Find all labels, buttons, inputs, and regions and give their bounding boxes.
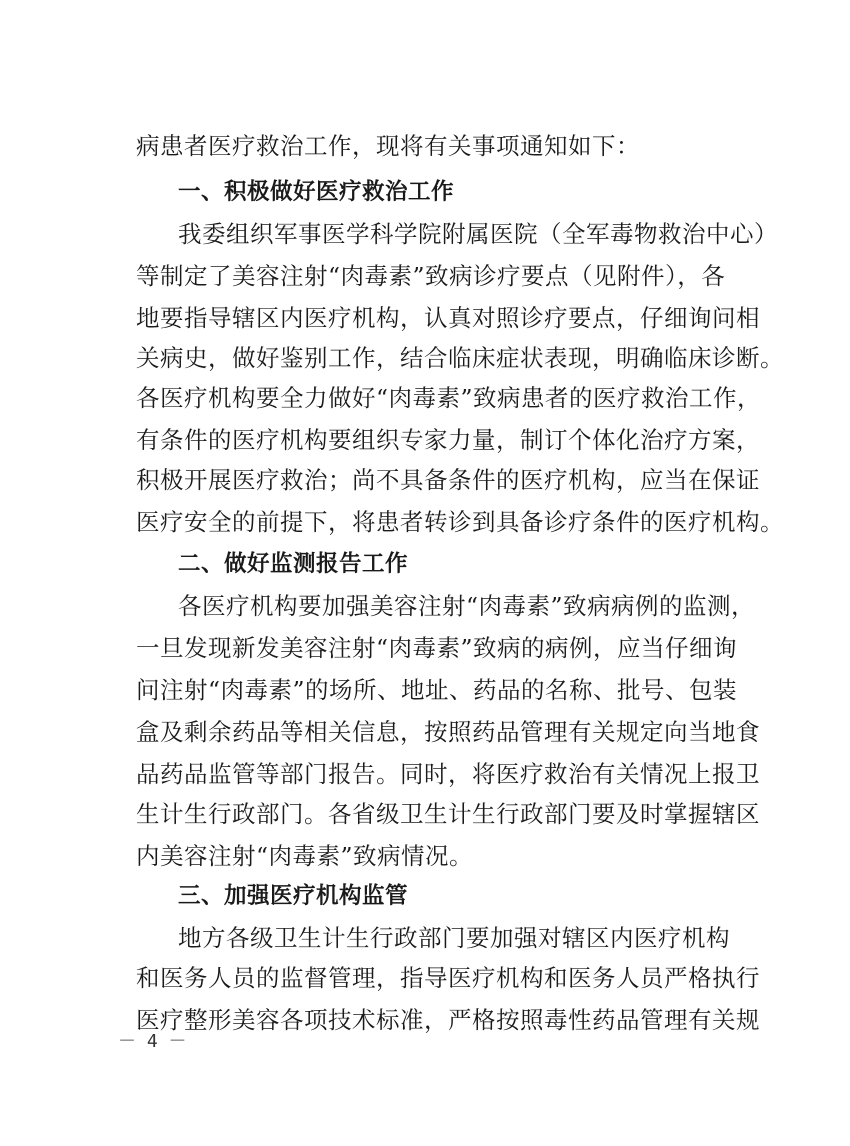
section-heading-2: 二、做好监测报告工作 bbox=[178, 551, 409, 577]
body-text-line: 地方各级卫生计生行政部门要加强对辖区内医疗机构 bbox=[178, 924, 730, 952]
body-text-line: 品药品监管等部门报告。同时，将医疗救治有关情况上报卫 bbox=[136, 760, 760, 788]
body-text-line: 医疗整形美容各项技术标准，严格按照毒性药品管理有关规 bbox=[136, 1006, 760, 1034]
body-text-line: 病患者医疗救治工作，现将有关事项通知如下： bbox=[136, 132, 640, 160]
body-text-line: 问注射“肉毒素”的场所、地址、药品的名称、批号、包装 bbox=[136, 676, 738, 704]
body-text-line: 盒及剩余药品等相关信息，按照药品管理有关规定向当地食 bbox=[136, 718, 760, 746]
body-text-line: 我委组织军事医学科学院附属医院（全军毒物救治中心） bbox=[178, 220, 778, 248]
body-text-line: 有条件的医疗机构要组织专家力量，制订个体化治疗方案， bbox=[136, 426, 760, 454]
body-text-line: 等制定了美容注射“肉毒素”致病诊疗要点（见附件），各 bbox=[136, 262, 726, 290]
body-text-line: 各医疗机构要加强美容注射“肉毒素”致病病例的监测， bbox=[178, 592, 756, 620]
body-text-line: 积极开展医疗救治；尚不具备条件的医疗机构，应当在保证 bbox=[136, 466, 760, 494]
section-heading-1: 一、积极做好医疗救治工作 bbox=[178, 179, 455, 205]
body-text-line: 一旦发现新发美容注射“肉毒素”致病的病例，应当仔细询 bbox=[136, 634, 738, 662]
body-text-line: 医疗安全的前提下，将患者转诊到具备诊疗条件的医疗机构。 bbox=[136, 508, 784, 536]
body-text-line: 关病史，做好鉴别工作，结合临床症状表现，明确临床诊断。 bbox=[136, 344, 784, 372]
section-heading-3: 三、加强医疗机构监管 bbox=[178, 883, 409, 909]
page-number: － 4 － bbox=[118, 1031, 187, 1052]
body-text-line: 地要指导辖区内医疗机构，认真对照诊疗要点，仔细询问相 bbox=[136, 304, 760, 332]
body-text-line: 内美容注射“肉毒素”致病情况。 bbox=[136, 842, 474, 870]
body-text-line: 和医务人员的监督管理，指导医疗机构和医务人员严格执行 bbox=[136, 964, 760, 992]
body-text-line: 生计生行政部门。各省级卫生计生行政部门要及时掌握辖区 bbox=[136, 800, 760, 828]
body-text-line: 各医疗机构要全力做好“肉毒素”致病患者的医疗救治工作， bbox=[136, 384, 762, 412]
